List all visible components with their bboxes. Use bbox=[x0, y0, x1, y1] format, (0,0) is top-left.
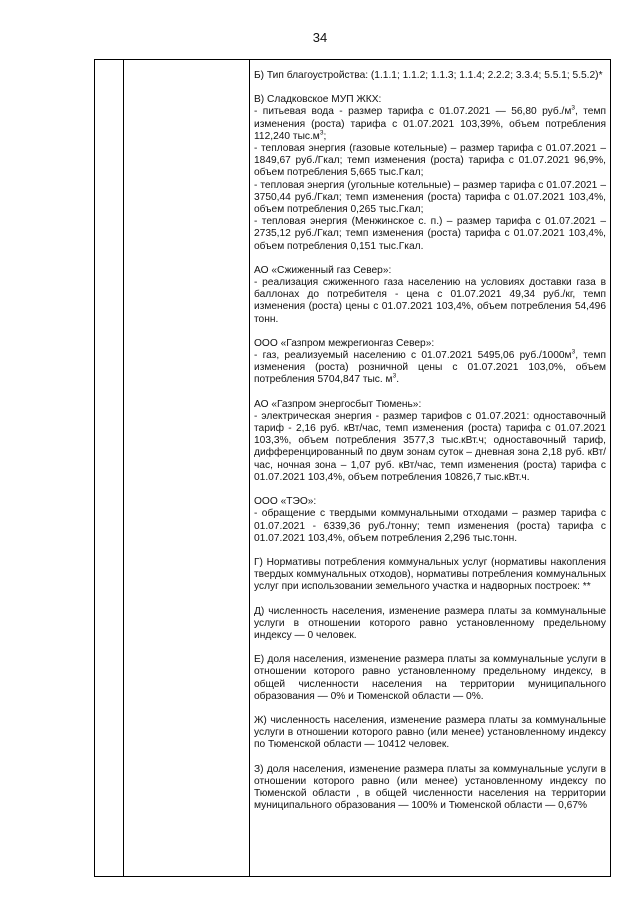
paragraph-text: - реализация сжиженного газа населению на условиях доставки газа в баллонах до потребителя - цена с 01.07.2021 49,34 руб./кг, темп изменения (роста) цены с 01.07.2021 103,4%, объем потребления 54,496 тонн. bbox=[254, 277, 606, 325]
paragraph bbox=[254, 265, 606, 277]
paragraph bbox=[254, 654, 606, 703]
section-3 bbox=[254, 338, 606, 387]
paragraph bbox=[254, 70, 606, 82]
paragraph bbox=[254, 277, 606, 326]
paragraph-text: Г) Нормативы потребления коммунальных услуг (нормативы накопления твердых коммунальных отходов), нормативы потребления коммунальных услуг при использовании земельного участка и надворных построек: ** bbox=[254, 556, 606, 593]
paragraph-text: Д) численность населения, изменение размера платы за коммунальные услуги в отношении которого равно установленному предельному индексу — 0 человек. bbox=[254, 605, 606, 641]
superscript: 3 bbox=[571, 348, 576, 356]
paragraph bbox=[254, 715, 606, 752]
superscript: 3 bbox=[571, 105, 576, 113]
paragraph-text: . bbox=[396, 374, 400, 386]
page-number: 34 bbox=[312, 30, 328, 45]
section-1 bbox=[254, 94, 606, 253]
paragraph-text: З) доля населения, изменение размера платы за коммунальные услуги в отношении которого равно (или менее) установленному индексу по Тюменской области , в общей численности населения на территории муниципального образования — 100% и Тюменской области — 0,67% bbox=[254, 763, 606, 812]
paragraph bbox=[254, 557, 606, 594]
paragraph-text: Б) Тип благоустройства: (1.1.1; 1.1.2; 1.1.3; 1.1.4; 2.2.2; 3.3.4; 5.5.1; 5.5.2)* bbox=[254, 70, 603, 81]
column-divider bbox=[123, 60, 124, 876]
section-0 bbox=[254, 70, 606, 82]
paragraph-text: - питьевая вода - размер тарифа с 01.07.2021 — 56,80 руб./м bbox=[254, 106, 572, 118]
paragraph-text: В) Сладковское МУП ЖКХ: bbox=[254, 94, 382, 106]
paragraph bbox=[254, 399, 606, 411]
section-5 bbox=[254, 496, 606, 545]
section-8 bbox=[254, 654, 606, 703]
column-divider bbox=[249, 60, 250, 876]
paragraph-text: Ж) численность населения, изменение размера платы за коммунальные услуги в отношении которого равно (или менее) установленному индексу по Тюменской области — 10412 человек. bbox=[254, 714, 606, 751]
paragraph-text: - тепловая энергия (газовые котельные) – размер тарифа с 01.07.2021 – 1849,67 руб./Гкал; темп изменения (роста) тарифа с 01.07.2021 96,9%, объем потребления 5,665 тыс.Гкал; bbox=[254, 143, 606, 179]
paragraph-text: - тепловая энергия (Менжинское с. п.) – размер тарифа с 01.07.2021 – 2735,12 руб./Гкал; темп изменения (роста) тарифа с 01.07.2021 103,4%, объем потребления 0,151 тыс.Гкал. bbox=[254, 216, 606, 252]
section-4 bbox=[254, 399, 606, 484]
paragraph bbox=[254, 338, 606, 350]
paragraph bbox=[254, 508, 606, 545]
table-content-cell bbox=[254, 70, 606, 824]
paragraph-text: АО «Сжиженный газ Север»: bbox=[254, 264, 392, 276]
paragraph-text: - газ, реализуемый населению с 01.07.2021 5495,06 руб./1000м bbox=[254, 350, 572, 362]
section-2 bbox=[254, 265, 606, 326]
paragraph-text: ООО «ТЭО»: bbox=[254, 496, 317, 508]
paragraph bbox=[254, 496, 606, 508]
paragraph-text: ООО «Газпром межрегионгаз Север»: bbox=[254, 337, 435, 349]
paragraph-text: , темп изменения (роста) тарифа с 01.07.2021 103,39%, объем потребления 112,240 тыс.м bbox=[254, 106, 606, 142]
paragraph-text: , темп изменения (роста) розничной цены с 01.07.2021 103,0%, объем потребления 5704,847 тыс. м bbox=[254, 350, 606, 386]
paragraph-text: - тепловая энергия (угольные котельные) – размер тарифа с 01.07.2021 – 3750,44 руб./Гкал; темп изменения (роста) тарифа с 01.07.2021 103,4%, объем потребления 0,265 тыс.Гкал; bbox=[254, 179, 606, 216]
paragraph bbox=[254, 94, 606, 106]
section-7 bbox=[254, 606, 606, 643]
paragraph bbox=[254, 143, 606, 180]
superscript: 3 bbox=[392, 373, 397, 381]
paragraph bbox=[254, 411, 606, 484]
paragraph bbox=[254, 350, 606, 387]
paragraph bbox=[254, 106, 606, 143]
paragraph bbox=[254, 764, 606, 813]
paragraph-text: Е) доля населения, изменение размера платы за коммунальные услуги в отношении которого равно установленному предельному индексу, в общей численности населения на территории муниципального образования — 0% и Тюменской области — 0%. bbox=[254, 654, 606, 702]
paragraph bbox=[254, 606, 606, 643]
section-10 bbox=[254, 764, 606, 813]
paragraph-text: - обращение с твердыми коммунальными отходами – размер тарифа с 01.07.2021 - 6339,36 руб./тонну; темп изменения (роста) тарифа с 01.07.2021 103,4%, объем потребления 2,296 тыс.тонн. bbox=[254, 508, 606, 544]
section-6 bbox=[254, 557, 606, 594]
superscript: 3 bbox=[319, 129, 324, 137]
paragraph bbox=[254, 216, 606, 253]
paragraph-text: - электрическая энергия - размер тарифов с 01.07.2021: одноставочный тариф - 2,16 руб. кВт/час, темп изменения (роста) тарифа с 01.07.2021 103,3%, объем потребления 3577,3 тыс.кВт.ч; одноставочный тариф, дифференцированный по двум зонам суток – дневная зона 2,18 руб. кВт/час, ночная зона – 1,07 руб. кВт/час, темп изменения (роста) тарифа с 01.07.2021 103,4%, объем потребления 10826,7 тыс.кВт.ч. bbox=[254, 410, 606, 483]
section-9 bbox=[254, 715, 606, 752]
paragraph-text: АО «Газпром энергосбыт Тюмень»: bbox=[254, 398, 422, 410]
paragraph bbox=[254, 180, 606, 217]
paragraph-text: ; bbox=[323, 130, 327, 142]
document-table bbox=[94, 59, 611, 877]
